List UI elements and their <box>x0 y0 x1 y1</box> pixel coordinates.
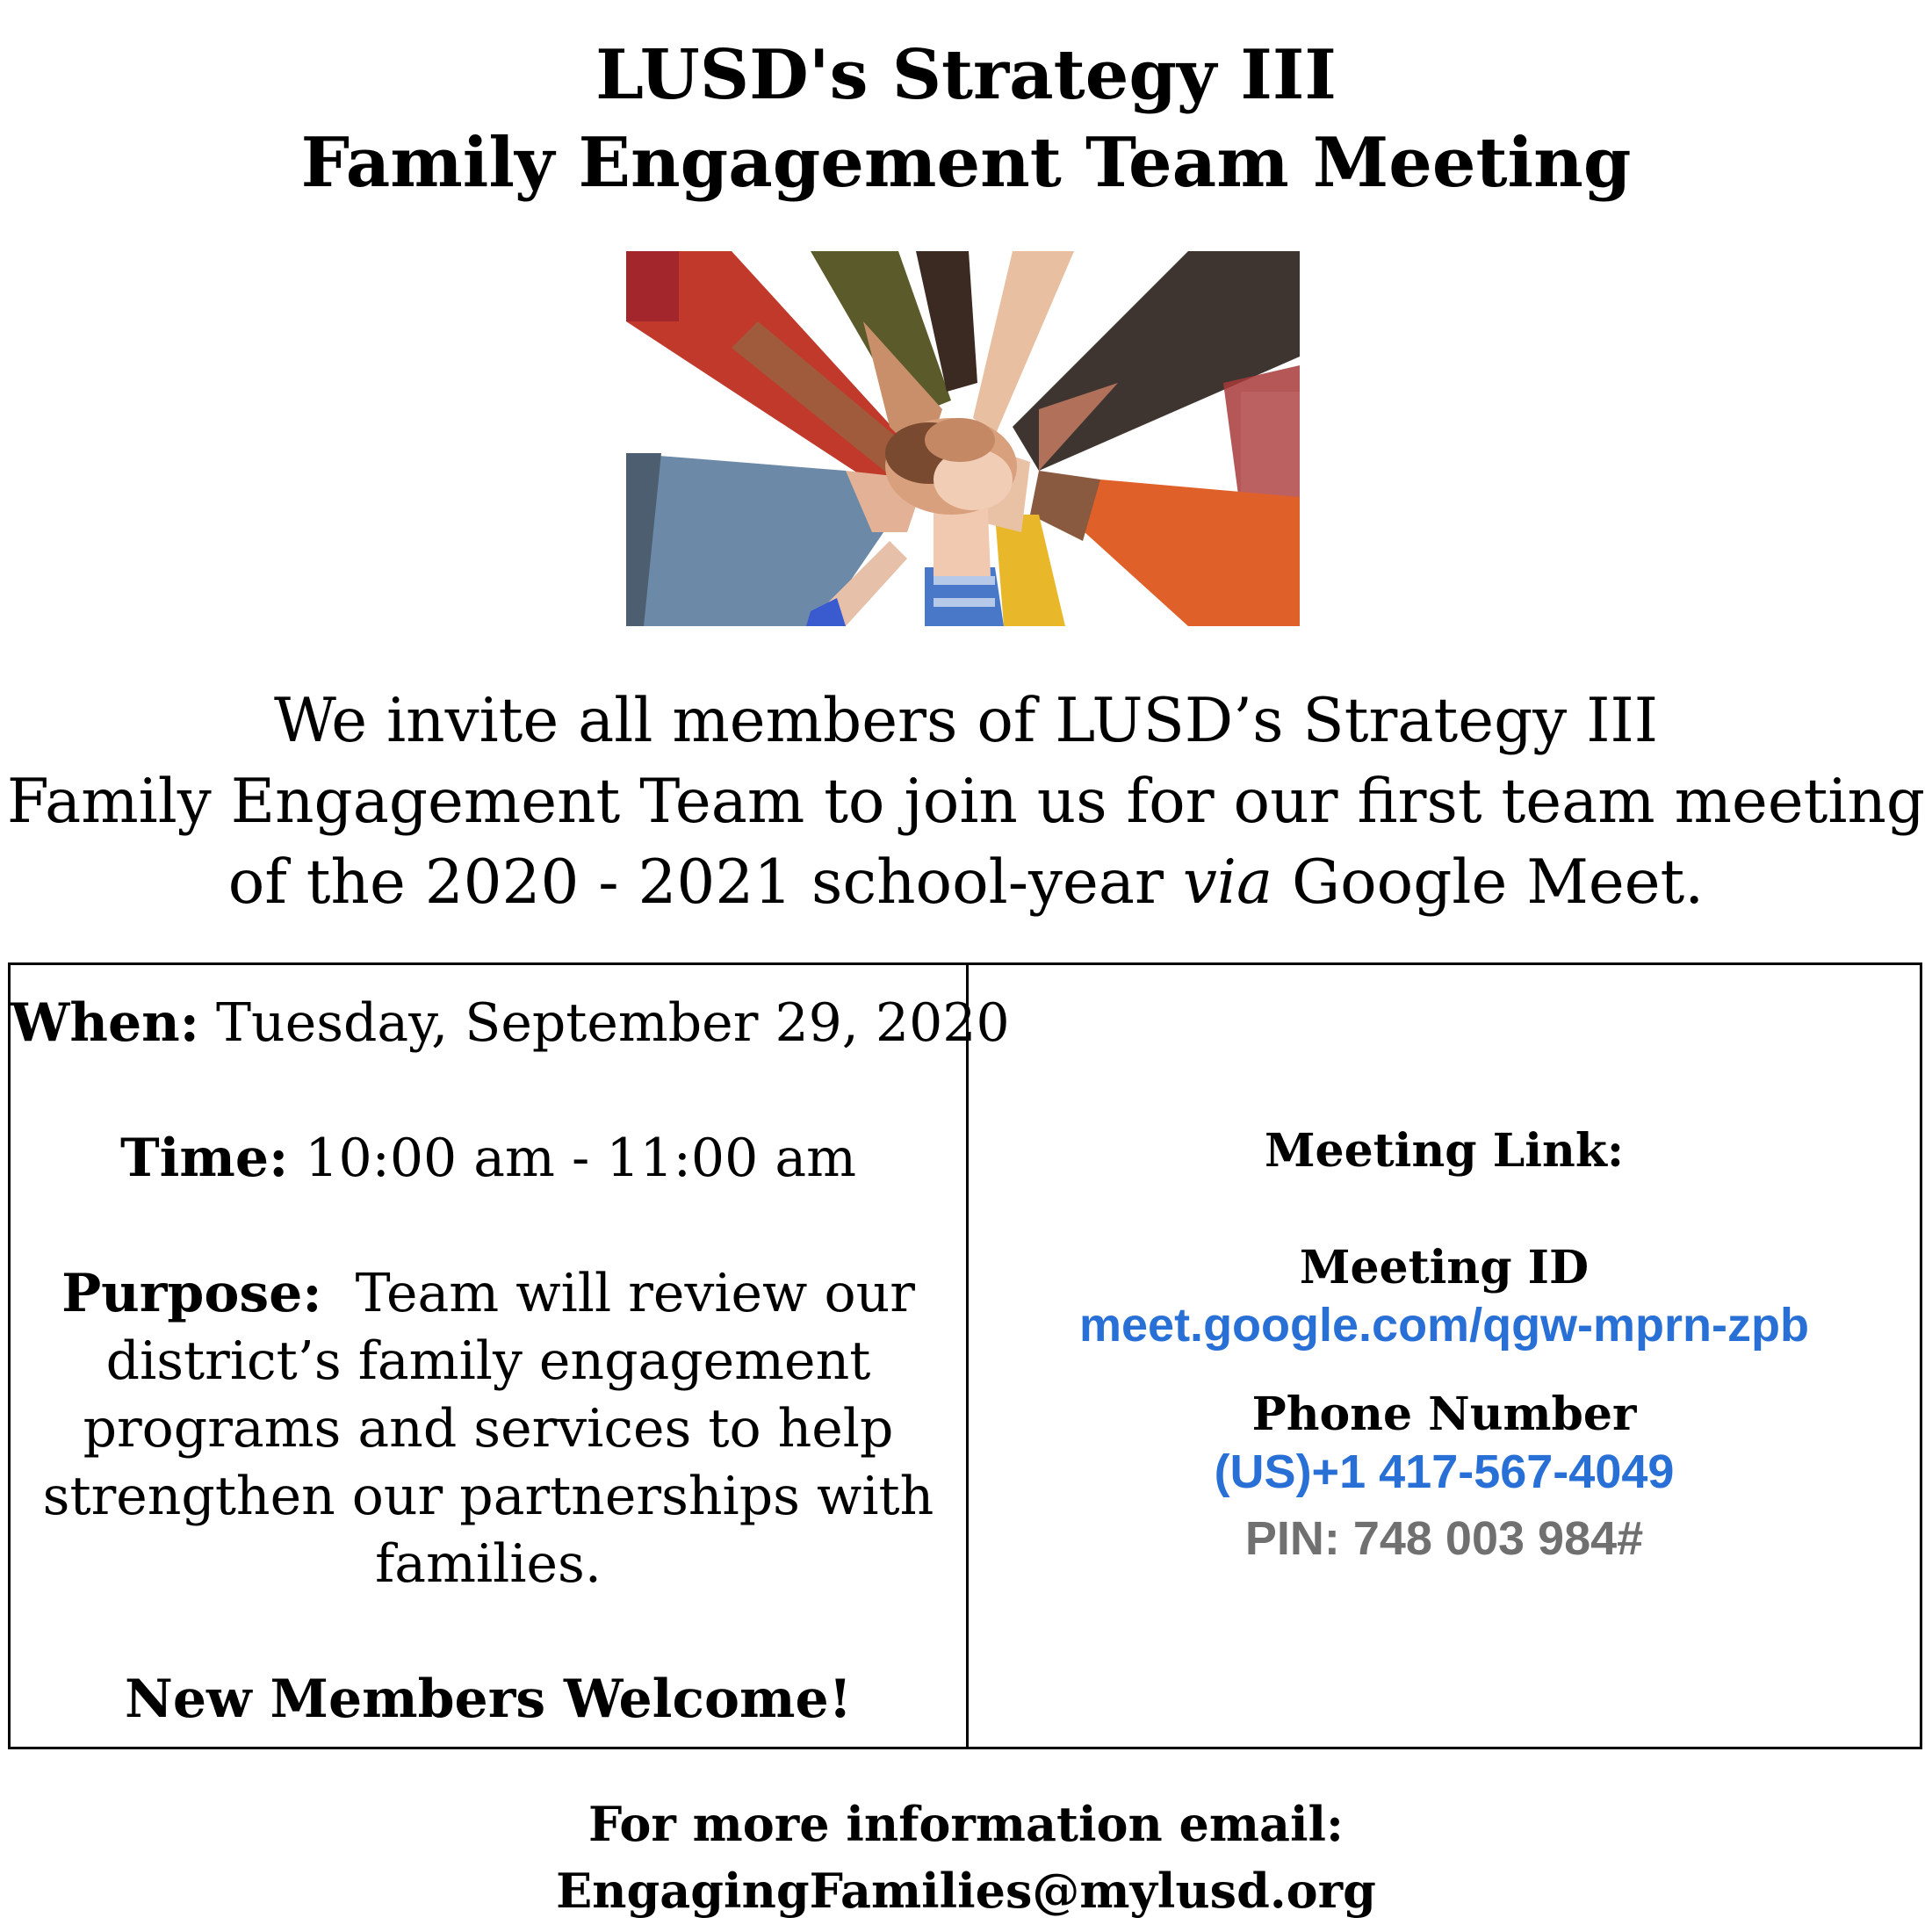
purpose-row <box>11 1260 966 1328</box>
team-hands-photo <box>626 251 1300 626</box>
purpose-line-3: programs and services to help <box>83 1398 894 1460</box>
when-row <box>11 990 1010 1057</box>
invitation-line-3-start: of the 2020 - 2021 school-year <box>227 847 1183 918</box>
purpose-line-5: families. <box>375 1533 602 1595</box>
when-value: Tuesday, September 29, 2020 <box>198 992 1010 1054</box>
phone-number-link[interactable]: (US)+1 417-567-4049 <box>1214 1445 1675 1498</box>
purpose-line-1: Team will review our <box>321 1263 915 1324</box>
meeting-pin: PIN: 748 003 984# <box>1244 1512 1644 1565</box>
team-hands-illustration <box>626 251 1300 626</box>
title-line-1: LUSD's Strategy III <box>595 35 1337 115</box>
table-divider <box>966 962 969 1749</box>
purpose-line-2: district’s family engagement <box>105 1330 871 1392</box>
invitation-via: via <box>1182 847 1273 918</box>
purpose-label: Purpose: <box>61 1263 322 1324</box>
footer-info-label: For more information email: <box>588 1796 1344 1852</box>
invitation-line-3-end: Google Meet. <box>1272 847 1705 918</box>
new-members-welcome: New Members Welcome! <box>124 1669 853 1730</box>
title-line-2: Family Engagement Team Meeting <box>300 123 1632 203</box>
when-label: When: <box>11 992 199 1054</box>
footer-email-link[interactable]: EngagingFamilies@mylusd.org <box>556 1863 1376 1919</box>
invitation-line-2: Family Engagement Team to join us for our first team meeting <box>6 767 1926 837</box>
meeting-id-label: Meeting ID <box>1299 1241 1590 1294</box>
invitation-line-1: We invite all members of LUSD’s Strategy III <box>274 686 1658 756</box>
purpose-line-4: strengthen our partnerships with <box>42 1466 934 1527</box>
time-value: 10:00 am - 11:00 am <box>288 1128 857 1189</box>
meeting-link-label: Meeting Link: <box>1264 1124 1625 1178</box>
invitation-line-3 <box>0 842 1932 923</box>
time-label: Time: <box>119 1128 289 1189</box>
meeting-url-link[interactable]: meet.google.com/qgw-mprn-zpb <box>1079 1299 1809 1352</box>
time-row <box>11 1125 966 1193</box>
phone-number-label: Phone Number <box>1251 1388 1637 1441</box>
